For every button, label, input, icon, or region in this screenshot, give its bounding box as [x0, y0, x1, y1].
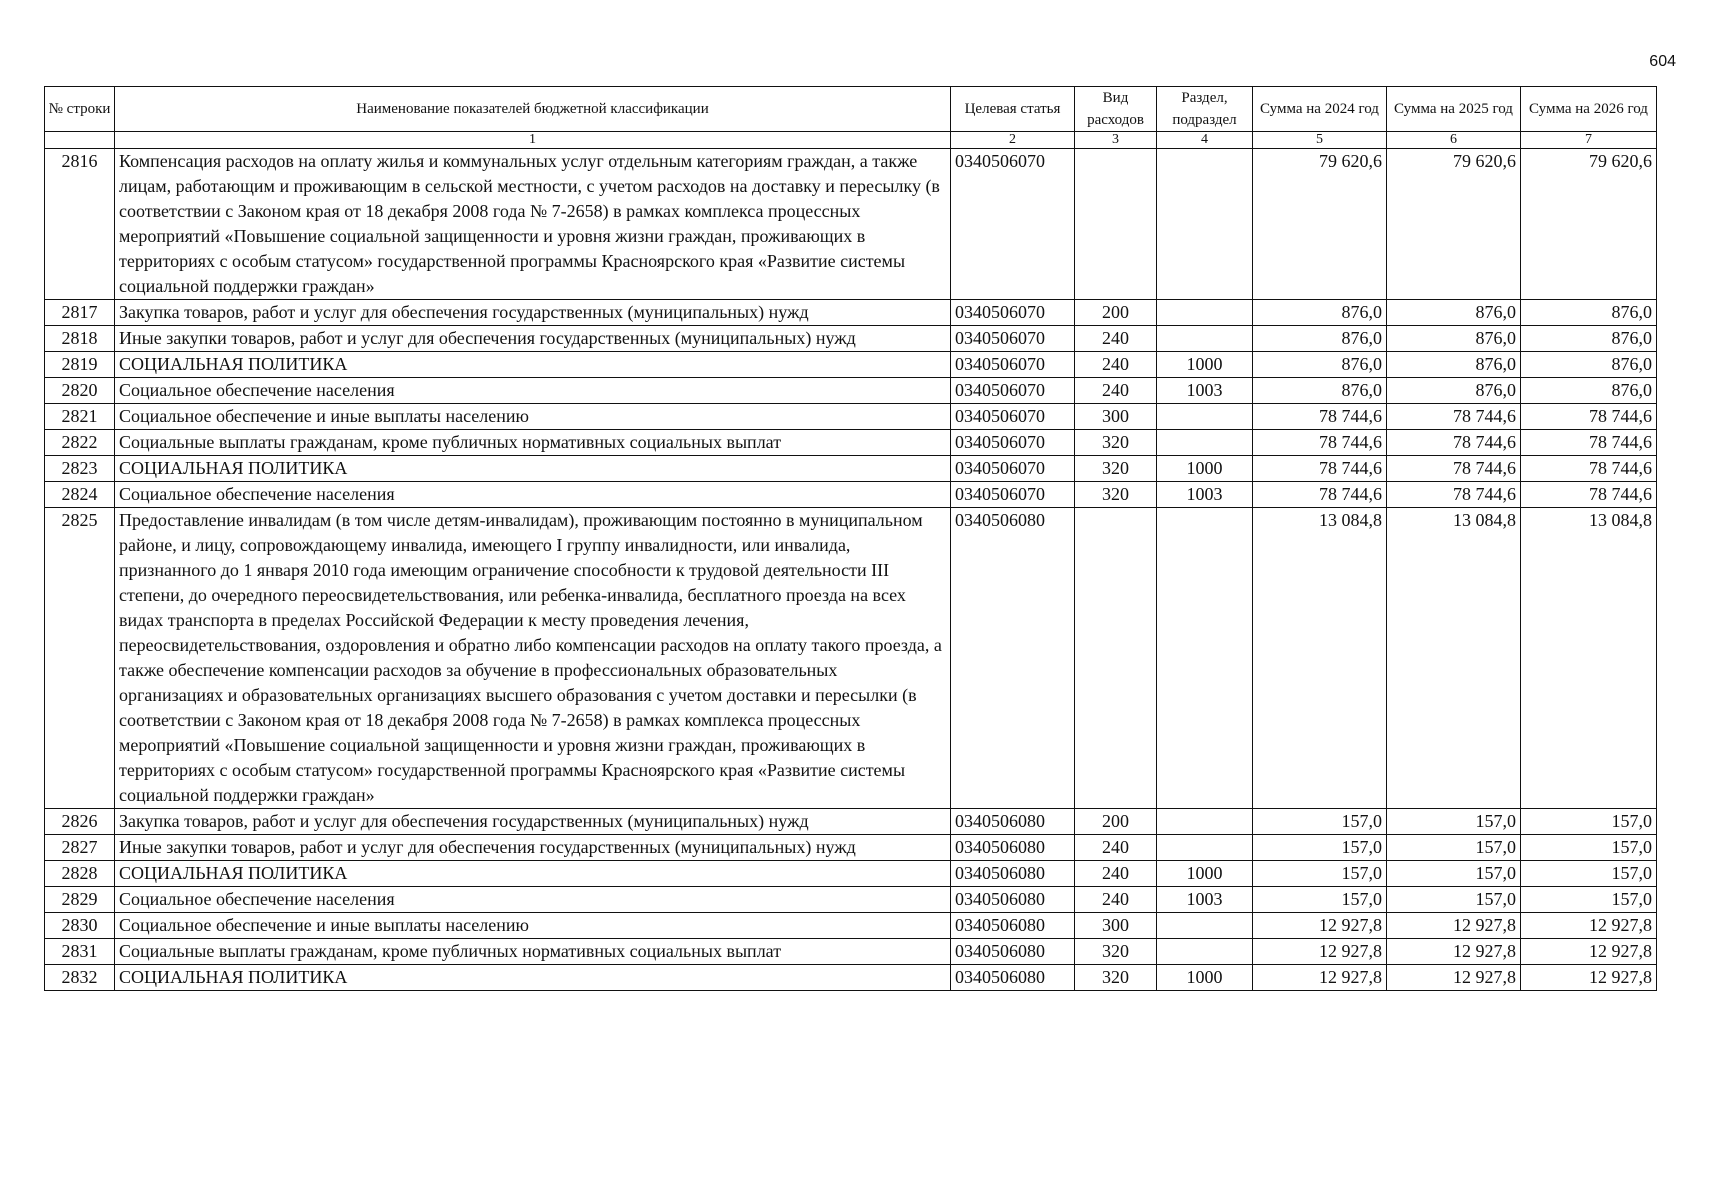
row-number: 2818 — [45, 326, 115, 352]
row-sum-2024: 78 744,6 — [1253, 482, 1387, 508]
table-row — [45, 404, 1657, 430]
row-sum-2026: 876,0 — [1521, 300, 1657, 326]
table-body — [45, 149, 1657, 991]
table-row — [45, 809, 1657, 835]
row-section: 1003 — [1157, 887, 1253, 913]
row-section — [1157, 508, 1253, 809]
column-number: 1 — [115, 132, 951, 149]
row-expense-type: 200 — [1075, 300, 1157, 326]
column-number: 6 — [1387, 132, 1521, 149]
header-sum-2026: Сумма на 2026 год — [1521, 87, 1657, 132]
table-row — [45, 887, 1657, 913]
row-name: СОЦИАЛЬНАЯ ПОЛИТИКА — [115, 861, 951, 887]
row-sum-2025: 157,0 — [1387, 887, 1521, 913]
budget-table — [44, 86, 1657, 991]
row-target-article: 0340506070 — [951, 352, 1075, 378]
table-row — [45, 835, 1657, 861]
column-number-row — [45, 132, 1657, 149]
row-sum-2025: 876,0 — [1387, 300, 1521, 326]
row-name: СОЦИАЛЬНАЯ ПОЛИТИКА — [115, 965, 951, 991]
table-row — [45, 300, 1657, 326]
row-expense-type: 240 — [1075, 835, 1157, 861]
row-section — [1157, 913, 1253, 939]
row-section: 1003 — [1157, 378, 1253, 404]
row-number: 2820 — [45, 378, 115, 404]
column-number: 7 — [1521, 132, 1657, 149]
row-sum-2025: 12 927,8 — [1387, 913, 1521, 939]
page-number: 604 — [1649, 53, 1676, 70]
column-number: 3 — [1075, 132, 1157, 149]
row-number: 2821 — [45, 404, 115, 430]
row-expense-type: 320 — [1075, 482, 1157, 508]
row-sum-2024: 78 744,6 — [1253, 456, 1387, 482]
row-expense-type: 320 — [1075, 965, 1157, 991]
row-sum-2025: 12 927,8 — [1387, 965, 1521, 991]
header-row — [45, 87, 1657, 132]
row-target-article: 0340506080 — [951, 508, 1075, 809]
row-sum-2026: 157,0 — [1521, 835, 1657, 861]
row-name: Социальное обеспечение населения — [115, 887, 951, 913]
row-sum-2026: 12 927,8 — [1521, 939, 1657, 965]
row-expense-type: 240 — [1075, 378, 1157, 404]
row-section — [1157, 326, 1253, 352]
row-name: СОЦИАЛЬНАЯ ПОЛИТИКА — [115, 456, 951, 482]
row-sum-2024: 876,0 — [1253, 326, 1387, 352]
table-row — [45, 456, 1657, 482]
row-sum-2025: 157,0 — [1387, 809, 1521, 835]
header-sum-2024: Сумма на 2024 год — [1253, 87, 1387, 132]
row-section — [1157, 149, 1253, 300]
row-sum-2024: 157,0 — [1253, 887, 1387, 913]
row-target-article: 0340506080 — [951, 861, 1075, 887]
row-sum-2026: 876,0 — [1521, 326, 1657, 352]
row-name: Иные закупки товаров, работ и услуг для обеспечения государственных (муниципальных) нужд — [115, 835, 951, 861]
row-sum-2025: 876,0 — [1387, 326, 1521, 352]
row-sum-2024: 876,0 — [1253, 300, 1387, 326]
row-name: Социальное обеспечение и иные выплаты населению — [115, 404, 951, 430]
row-expense-type: 240 — [1075, 326, 1157, 352]
row-sum-2025: 157,0 — [1387, 835, 1521, 861]
table-row — [45, 149, 1657, 300]
row-name: Социальное обеспечение населения — [115, 482, 951, 508]
row-expense-type — [1075, 149, 1157, 300]
row-number: 2816 — [45, 149, 115, 300]
row-name: СОЦИАЛЬНАЯ ПОЛИТИКА — [115, 352, 951, 378]
row-sum-2024: 157,0 — [1253, 835, 1387, 861]
row-name: Закупка товаров, работ и услуг для обеспечения государственных (муниципальных) нужд — [115, 300, 951, 326]
row-target-article: 0340506080 — [951, 835, 1075, 861]
row-expense-type: 300 — [1075, 404, 1157, 430]
table-row — [45, 326, 1657, 352]
row-section: 1000 — [1157, 456, 1253, 482]
row-section — [1157, 404, 1253, 430]
row-section: 1000 — [1157, 352, 1253, 378]
row-sum-2026: 13 084,8 — [1521, 508, 1657, 809]
row-target-article: 0340506070 — [951, 326, 1075, 352]
table-row — [45, 913, 1657, 939]
column-number: 4 — [1157, 132, 1253, 149]
row-sum-2024: 876,0 — [1253, 378, 1387, 404]
row-number: 2819 — [45, 352, 115, 378]
row-sum-2025: 876,0 — [1387, 352, 1521, 378]
row-number: 2830 — [45, 913, 115, 939]
row-sum-2024: 12 927,8 — [1253, 913, 1387, 939]
table-row — [45, 378, 1657, 404]
row-name: Предоставление инвалидам (в том числе детям-инвалидам), проживающим постоянно в муниципальном районе, и лицу, сопровождающему инвалида, имеющего I группу инвалидности, или инвалида, признанного до 1 января 2010 года имеющим ограничение способности к трудовой деятельности III степени, до очередного переосвидетельствования, или ребенка-инвалида, бесплатного проезда на всех видах транспорта в пределах Российской Федерации к месту проведения лечения, переосвидетельствования, оздоровления и обратно либо компенсации расходов на оплату такого проезда, а также обеспечение компенсации расходов за обучение в профессиональных образовательных организациях и образовательных организациях высшего образования с учетом доставки и пересылки (в соответствии с Законом края от 18 декабря 2008 года № 7-2658) в рамках комплекса процессных мероприятий «Повышение социальной защищенности и уровня жизни граждан, проживающих в территориях с особым статусом» государственной программы Красноярского края «Развитие системы социальной поддержки граждан» — [115, 508, 951, 809]
row-sum-2025: 79 620,6 — [1387, 149, 1521, 300]
row-number: 2826 — [45, 809, 115, 835]
row-name: Социальное обеспечение и иные выплаты населению — [115, 913, 951, 939]
row-sum-2025: 78 744,6 — [1387, 456, 1521, 482]
row-sum-2024: 876,0 — [1253, 352, 1387, 378]
header-expense-type: Вид расходов — [1075, 87, 1157, 132]
table-row — [45, 430, 1657, 456]
row-target-article: 0340506070 — [951, 482, 1075, 508]
row-number: 2817 — [45, 300, 115, 326]
row-sum-2025: 12 927,8 — [1387, 939, 1521, 965]
row-name: Иные закупки товаров, работ и услуг для обеспечения государственных (муниципальных) нужд — [115, 326, 951, 352]
row-sum-2026: 876,0 — [1521, 378, 1657, 404]
row-expense-type: 240 — [1075, 352, 1157, 378]
row-sum-2026: 79 620,6 — [1521, 149, 1657, 300]
table-row — [45, 861, 1657, 887]
row-sum-2024: 78 744,6 — [1253, 430, 1387, 456]
table-row — [45, 352, 1657, 378]
row-expense-type: 320 — [1075, 456, 1157, 482]
row-number: 2831 — [45, 939, 115, 965]
row-sum-2024: 79 620,6 — [1253, 149, 1387, 300]
row-sum-2026: 12 927,8 — [1521, 965, 1657, 991]
row-sum-2026: 157,0 — [1521, 861, 1657, 887]
row-name: Социальное обеспечение населения — [115, 378, 951, 404]
row-sum-2024: 12 927,8 — [1253, 939, 1387, 965]
row-expense-type — [1075, 508, 1157, 809]
row-sum-2026: 12 927,8 — [1521, 913, 1657, 939]
row-section — [1157, 939, 1253, 965]
row-sum-2024: 12 927,8 — [1253, 965, 1387, 991]
row-section — [1157, 809, 1253, 835]
row-sum-2026: 78 744,6 — [1521, 404, 1657, 430]
row-expense-type: 320 — [1075, 430, 1157, 456]
row-sum-2026: 78 744,6 — [1521, 482, 1657, 508]
row-sum-2024: 157,0 — [1253, 861, 1387, 887]
row-name: Социальные выплаты гражданам, кроме публичных нормативных социальных выплат — [115, 430, 951, 456]
row-target-article: 0340506080 — [951, 887, 1075, 913]
row-section — [1157, 300, 1253, 326]
row-section — [1157, 430, 1253, 456]
row-target-article: 0340506080 — [951, 913, 1075, 939]
row-sum-2026: 78 744,6 — [1521, 456, 1657, 482]
row-number: 2828 — [45, 861, 115, 887]
row-sum-2026: 157,0 — [1521, 809, 1657, 835]
row-expense-type: 240 — [1075, 861, 1157, 887]
column-number: 2 — [951, 132, 1075, 149]
row-expense-type: 320 — [1075, 939, 1157, 965]
row-number: 2832 — [45, 965, 115, 991]
table-row — [45, 939, 1657, 965]
header-target-article: Целевая статья — [951, 87, 1075, 132]
row-number: 2822 — [45, 430, 115, 456]
row-section: 1000 — [1157, 965, 1253, 991]
row-sum-2025: 876,0 — [1387, 378, 1521, 404]
row-sum-2025: 78 744,6 — [1387, 404, 1521, 430]
row-name: Компенсация расходов на оплату жилья и коммунальных услуг отдельным категориям граждан, а также лицам, работающим и проживающим в сельской местности, с учетом расходов на доставку и пересылку (в соответствии с Законом края от 18 декабря 2008 года № 7-2658) в рамках комплекса процессных мероприятий «Повышение социальной защищенности и уровня жизни граждан, проживающих в территориях с особым статусом» государственной программы Красноярского края «Развитие системы социальной поддержки граждан» — [115, 149, 951, 300]
row-sum-2026: 157,0 — [1521, 887, 1657, 913]
row-sum-2025: 78 744,6 — [1387, 430, 1521, 456]
row-section: 1003 — [1157, 482, 1253, 508]
row-expense-type: 200 — [1075, 809, 1157, 835]
row-number: 2823 — [45, 456, 115, 482]
row-sum-2024: 78 744,6 — [1253, 404, 1387, 430]
column-number — [45, 132, 115, 149]
row-target-article: 0340506070 — [951, 404, 1075, 430]
row-target-article: 0340506070 — [951, 378, 1075, 404]
header-name: Наименование показателей бюджетной классификации — [115, 87, 951, 132]
row-section — [1157, 835, 1253, 861]
column-number: 5 — [1253, 132, 1387, 149]
table-row — [45, 965, 1657, 991]
row-name: Закупка товаров, работ и услуг для обеспечения государственных (муниципальных) нужд — [115, 809, 951, 835]
row-number: 2829 — [45, 887, 115, 913]
row-number: 2825 — [45, 508, 115, 809]
table-row — [45, 508, 1657, 809]
row-target-article: 0340506080 — [951, 939, 1075, 965]
row-target-article: 0340506080 — [951, 809, 1075, 835]
row-target-article: 0340506070 — [951, 430, 1075, 456]
row-number: 2827 — [45, 835, 115, 861]
header-section: Раздел, подраздел — [1157, 87, 1253, 132]
header-row-number: № строки — [45, 87, 115, 132]
row-section: 1000 — [1157, 861, 1253, 887]
row-sum-2026: 876,0 — [1521, 352, 1657, 378]
row-sum-2025: 13 084,8 — [1387, 508, 1521, 809]
row-sum-2025: 78 744,6 — [1387, 482, 1521, 508]
row-name: Социальные выплаты гражданам, кроме публичных нормативных социальных выплат — [115, 939, 951, 965]
row-target-article: 0340506080 — [951, 965, 1075, 991]
row-target-article: 0340506070 — [951, 300, 1075, 326]
row-number: 2824 — [45, 482, 115, 508]
row-target-article: 0340506070 — [951, 149, 1075, 300]
row-sum-2026: 78 744,6 — [1521, 430, 1657, 456]
header-sum-2025: Сумма на 2025 год — [1387, 87, 1521, 132]
row-sum-2024: 157,0 — [1253, 809, 1387, 835]
row-target-article: 0340506070 — [951, 456, 1075, 482]
row-sum-2024: 13 084,8 — [1253, 508, 1387, 809]
table-row — [45, 482, 1657, 508]
row-expense-type: 240 — [1075, 887, 1157, 913]
row-sum-2025: 157,0 — [1387, 861, 1521, 887]
row-expense-type: 300 — [1075, 913, 1157, 939]
